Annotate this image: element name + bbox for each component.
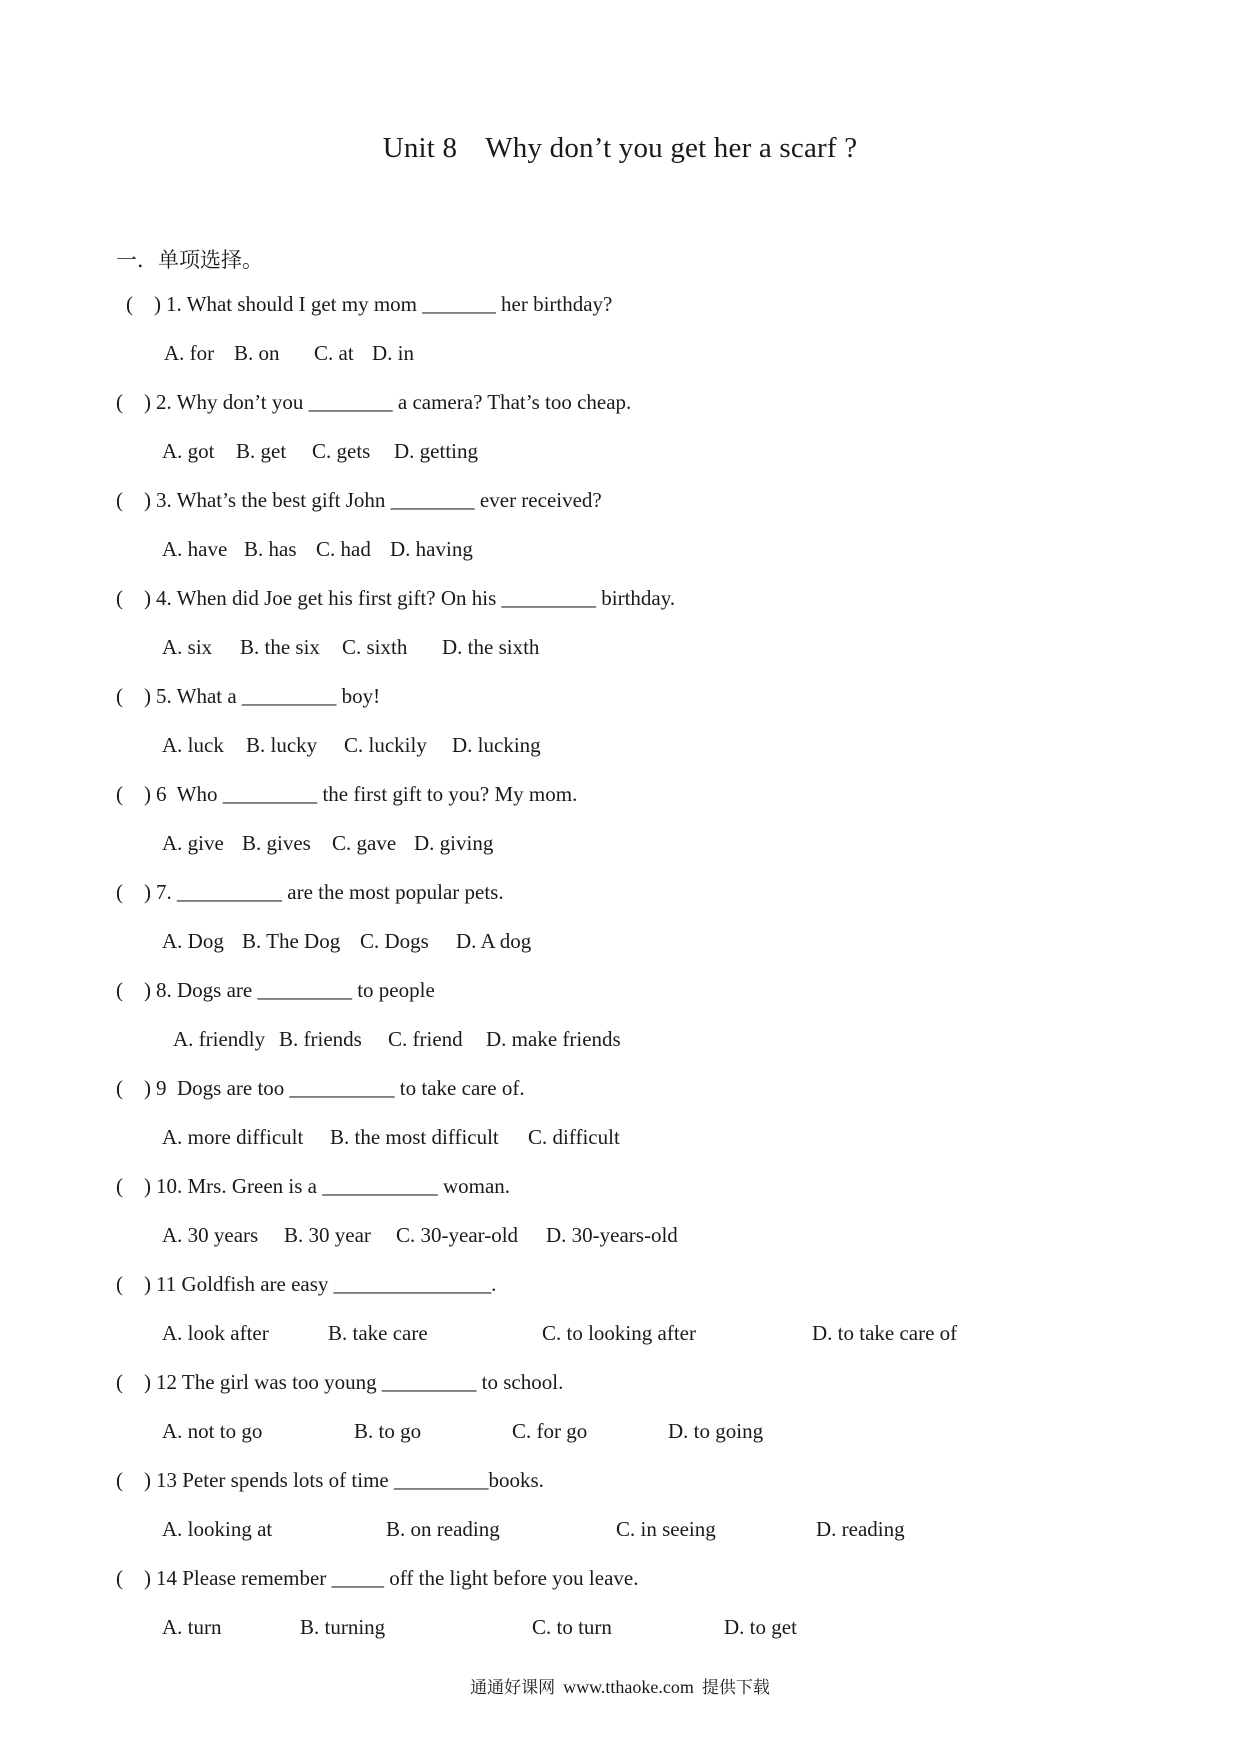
answer-blank: ( ) bbox=[116, 586, 151, 610]
question-10 bbox=[116, 1174, 510, 1199]
question-text: 9 Dogs are too __________ to take care of. bbox=[156, 1076, 525, 1100]
option-a: A. turn bbox=[162, 1615, 222, 1639]
question-4 bbox=[116, 586, 675, 611]
option-b: B. on bbox=[234, 341, 280, 365]
option-b: B. The Dog bbox=[242, 929, 341, 953]
question-text: 13 Peter spends lots of time _________books. bbox=[156, 1468, 544, 1492]
option-c: C. had bbox=[316, 537, 371, 561]
option-b: B. take care bbox=[328, 1321, 428, 1345]
option-c: C. to looking after bbox=[542, 1321, 696, 1345]
option-c: C. in seeing bbox=[616, 1517, 716, 1541]
answer-blank: ( ) bbox=[116, 684, 151, 708]
option-b: B. gives bbox=[242, 831, 311, 855]
answer-blank: ( ) bbox=[116, 978, 151, 1002]
option-c: C. luckily bbox=[344, 733, 427, 757]
option-a: A. friendly bbox=[173, 1027, 266, 1051]
title-question: Why don’t you get her a scarf ? bbox=[485, 132, 858, 164]
option-c: C. gave bbox=[332, 831, 397, 855]
option-b: B. turning bbox=[300, 1615, 386, 1639]
question-text: 4. When did Joe get his first gift? On his _________ birthday. bbox=[156, 586, 676, 610]
option-d: D. to going bbox=[668, 1419, 764, 1443]
option-c: C. to turn bbox=[532, 1615, 612, 1639]
option-a: A. for bbox=[164, 341, 215, 365]
section-heading: 一．单项选择。 bbox=[116, 248, 263, 272]
option-a: A. 30 years bbox=[162, 1223, 259, 1247]
question-text: 6 Who _________ the first gift to you? My mom. bbox=[156, 782, 578, 806]
option-c: C. for go bbox=[512, 1419, 588, 1443]
answer-blank: ( ) bbox=[116, 488, 151, 512]
question-text: 14 Please remember _____ off the light before you leave. bbox=[156, 1566, 639, 1590]
unit-label: Unit 8 bbox=[382, 132, 458, 164]
option-a: A. six bbox=[162, 635, 213, 659]
option-a: A. look after bbox=[162, 1321, 269, 1345]
page-footer bbox=[0, 1673, 1240, 1698]
question-9 bbox=[116, 1076, 525, 1101]
option-b: B. on reading bbox=[386, 1517, 500, 1541]
question-text: 11 Goldfish are easy _______________. bbox=[156, 1272, 497, 1296]
question-3 bbox=[116, 488, 602, 513]
question-text: 1. What should I get my mom _______ her birthday? bbox=[166, 292, 613, 316]
option-c: C. sixth bbox=[342, 635, 408, 659]
option-c: C. Dogs bbox=[360, 929, 429, 953]
option-b: B. the most difficult bbox=[330, 1125, 499, 1149]
answer-blank: ( ) bbox=[126, 292, 161, 316]
question-6 bbox=[116, 782, 577, 807]
option-b: B. the six bbox=[240, 635, 320, 659]
answer-blank: ( ) bbox=[116, 1174, 151, 1198]
option-c: C. gets bbox=[312, 439, 371, 463]
answer-blank: ( ) bbox=[116, 1566, 151, 1590]
question-text: 2. Why don’t you ________ a camera? That’s too cheap. bbox=[156, 390, 632, 414]
option-a: A. give bbox=[162, 831, 224, 855]
option-a: A. luck bbox=[162, 733, 224, 757]
option-d: D. to get bbox=[724, 1615, 797, 1639]
footer-url[interactable]: www.tthaoke.com bbox=[563, 1677, 694, 1697]
question-text: 12 The girl was too young _________ to school. bbox=[156, 1370, 564, 1394]
answer-blank: ( ) bbox=[116, 1468, 151, 1492]
footer-site-name: 通通好课网 bbox=[470, 1678, 556, 1698]
question-5 bbox=[116, 684, 380, 709]
footer-suffix: 提供下载 bbox=[701, 1678, 770, 1698]
question-14 bbox=[116, 1566, 638, 1591]
option-d: D. to take care of bbox=[812, 1321, 958, 1345]
question-11 bbox=[116, 1272, 496, 1297]
question-12 bbox=[116, 1370, 563, 1395]
question-text: 7. __________ are the most popular pets. bbox=[156, 880, 504, 904]
question-13 bbox=[116, 1468, 544, 1493]
option-a: A. not to go bbox=[162, 1419, 263, 1443]
question-7 bbox=[116, 880, 504, 905]
question-text: 8. Dogs are _________ to people bbox=[156, 978, 435, 1002]
option-d: D. giving bbox=[414, 831, 494, 855]
option-d: D. 30-years-old bbox=[546, 1223, 678, 1247]
answer-blank: ( ) bbox=[116, 1076, 151, 1100]
option-c: C. at bbox=[314, 341, 354, 365]
option-d: D. having bbox=[390, 537, 473, 561]
option-d: D. the sixth bbox=[442, 635, 540, 659]
option-a: A. more difficult bbox=[162, 1125, 304, 1149]
option-b: B. friends bbox=[279, 1027, 362, 1051]
option-b: B. get bbox=[236, 439, 287, 463]
option-c: C. difficult bbox=[528, 1125, 620, 1149]
question-1 bbox=[126, 292, 612, 317]
option-c: C. 30-year-old bbox=[396, 1223, 519, 1247]
option-d: D. reading bbox=[816, 1517, 905, 1541]
option-b: B. has bbox=[244, 537, 297, 561]
option-d: D. lucking bbox=[452, 733, 541, 757]
answer-blank: ( ) bbox=[116, 390, 151, 414]
question-8 bbox=[116, 978, 435, 1003]
question-2 bbox=[116, 390, 631, 415]
question-text: 10. Mrs. Green is a ___________ woman. bbox=[156, 1174, 511, 1198]
option-b: B. 30 year bbox=[284, 1223, 371, 1247]
option-b: B. to go bbox=[354, 1419, 422, 1443]
option-a: A. Dog bbox=[162, 929, 224, 953]
option-a: A. have bbox=[162, 537, 228, 561]
answer-blank: ( ) bbox=[116, 880, 151, 904]
option-d: D. getting bbox=[394, 439, 478, 463]
option-d: D. make friends bbox=[486, 1027, 621, 1051]
option-b: B. lucky bbox=[246, 733, 318, 757]
option-c: C. friend bbox=[388, 1027, 463, 1051]
option-d: D. in bbox=[372, 341, 414, 365]
option-a: A. looking at bbox=[162, 1517, 273, 1541]
answer-blank: ( ) bbox=[116, 1272, 151, 1296]
answer-blank: ( ) bbox=[116, 782, 151, 806]
page-title bbox=[0, 132, 1240, 165]
question-text: 3. What’s the best gift John ________ ever received? bbox=[156, 488, 602, 512]
option-d: D. A dog bbox=[456, 929, 532, 953]
option-a: A. got bbox=[162, 439, 215, 463]
question-text: 5. What a _________ boy! bbox=[156, 684, 381, 708]
answer-blank: ( ) bbox=[116, 1370, 151, 1394]
